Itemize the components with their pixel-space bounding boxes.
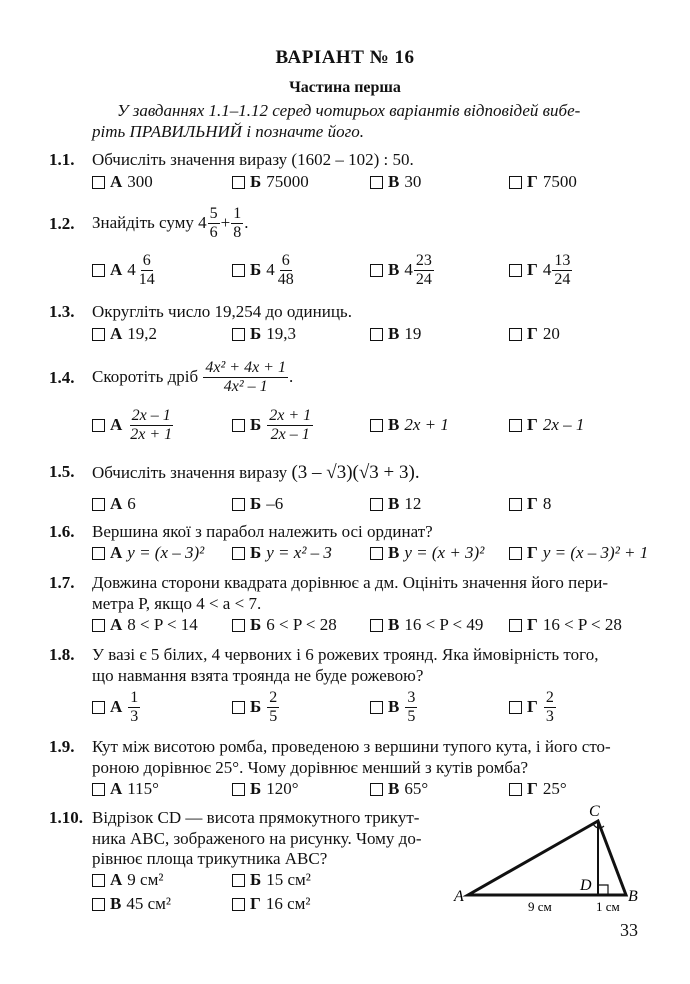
q3-number: 1.3.: [49, 302, 75, 321]
numerator: 6: [142, 251, 151, 269]
option-value: 19: [404, 324, 422, 343]
checkbox[interactable]: [232, 874, 245, 887]
vertex-b-label: B: [628, 888, 638, 905]
checkbox[interactable]: [370, 498, 383, 511]
option-letter: Б: [250, 494, 262, 513]
option-whole: 4: [404, 260, 413, 279]
denominator: 6: [209, 223, 218, 241]
checkbox[interactable]: [232, 701, 245, 714]
numerator: 13: [554, 251, 571, 269]
q8-option-d[interactable]: [509, 686, 557, 728]
q3-option-d[interactable]: [509, 324, 560, 344]
checkbox[interactable]: [509, 619, 522, 632]
checkbox[interactable]: [92, 176, 105, 189]
q9-option-c[interactable]: [370, 779, 428, 799]
option-value: 75000: [266, 172, 309, 191]
option-fraction: [128, 689, 140, 725]
q7-text-line-1: Довжина сторони квадрата дорівнює a дм. Оцініть значення його пери-: [92, 573, 608, 592]
option-value: 12: [404, 494, 422, 513]
option-value: y = x² – 3: [266, 543, 332, 562]
q2-number: 1.2.: [49, 214, 75, 233]
checkbox[interactable]: [370, 619, 383, 632]
option-whole: 4: [266, 260, 275, 279]
option-letter: Г: [250, 894, 261, 913]
denominator: 8: [233, 223, 242, 241]
option-letter: Б: [250, 870, 262, 889]
q10-text-line-1: Відрізок CD — висота прямокутного трикут-: [92, 808, 420, 827]
q6-number: 1.6.: [49, 522, 75, 541]
q7-option-d[interactable]: [509, 615, 622, 635]
q2-fraction-2: [231, 205, 243, 241]
q4-text: Скоротіть дріб: [92, 367, 199, 386]
option-letter: Б: [250, 260, 262, 279]
vertex-d-label: D: [580, 877, 592, 894]
q4-option-a[interactable]: [92, 404, 175, 446]
option-value: 2x + 1: [404, 415, 449, 434]
checkbox[interactable]: [370, 547, 383, 560]
q7-text-line-2: метра P, якщо 4 < a < 7.: [92, 594, 262, 613]
numerator: 2: [269, 688, 278, 706]
option-letter: В: [388, 615, 400, 634]
q9-option-b[interactable]: [232, 779, 299, 799]
option-letter: Б: [250, 172, 262, 191]
q10-option-b[interactable]: [232, 870, 311, 890]
option-letter: Г: [527, 494, 538, 513]
option-letter: Б: [250, 543, 262, 562]
option-value: 65°: [404, 779, 429, 798]
option-fraction: [552, 252, 572, 288]
option-letter: В: [388, 172, 400, 191]
option-value: 9 см²: [127, 870, 164, 889]
denominator: 14: [138, 270, 155, 288]
denominator: 5: [269, 707, 278, 725]
q2-option-c[interactable]: [370, 250, 435, 290]
checkbox[interactable]: [92, 701, 105, 714]
option-letter: А: [110, 697, 123, 716]
q7-number: 1.7.: [49, 573, 75, 592]
option-value: 115°: [127, 779, 159, 798]
option-letter: Г: [527, 615, 538, 634]
q5-option-b[interactable]: [232, 494, 283, 514]
q8-text-line-2: що навмання взята троянда не буде рожевою?: [92, 666, 424, 685]
option-value: 19,3: [266, 324, 296, 343]
option-value: –6: [266, 494, 284, 513]
checkbox[interactable]: [370, 701, 383, 714]
q6-option-c[interactable]: [370, 543, 484, 563]
checkbox[interactable]: [509, 783, 522, 796]
option-letter: Г: [527, 260, 538, 279]
segment-ad-label: 9 см: [528, 899, 552, 914]
checkbox[interactable]: [92, 419, 105, 432]
page-number: 33: [620, 920, 638, 940]
option-letter: Г: [527, 172, 538, 191]
option-value: 20: [542, 324, 560, 343]
checkbox[interactable]: [509, 547, 522, 560]
checkbox[interactable]: [509, 264, 522, 277]
option-value: y = (x – 3)²: [127, 543, 205, 562]
denominator: 48: [277, 270, 294, 288]
q3-option-a[interactable]: [92, 324, 157, 344]
option-letter: А: [110, 172, 123, 191]
q8-option-a[interactable]: [92, 686, 141, 728]
option-letter: А: [110, 494, 123, 513]
checkbox[interactable]: [232, 783, 245, 796]
option-letter: В: [388, 324, 400, 343]
option-letter: В: [388, 543, 400, 562]
q4-period: .: [288, 367, 294, 386]
option-fraction: [544, 689, 556, 725]
q9-text-line-2: роною дорівнює 25°. Чому дорівнює менший з кутів ромба?: [92, 758, 529, 777]
option-letter: Г: [527, 324, 538, 343]
option-letter: В: [110, 894, 122, 913]
option-value: y = (x + 3)²: [404, 543, 485, 562]
option-whole: 4: [127, 260, 136, 279]
q2-text: Знайдіть суму: [92, 213, 194, 232]
option-letter: А: [110, 324, 123, 343]
option-value: 16 см²: [265, 894, 311, 913]
option-letter: Г: [527, 543, 538, 562]
q2-fraction-1: [208, 205, 220, 241]
numerator: 3: [407, 688, 416, 706]
option-value: 8: [542, 494, 552, 513]
checkbox[interactable]: [509, 328, 522, 341]
numerator: 5: [209, 204, 218, 222]
q1-option-d[interactable]: [509, 172, 577, 192]
q2-whole: 4: [198, 213, 207, 232]
q7-option-a[interactable]: [92, 615, 198, 635]
denominator: 2x + 1: [130, 425, 173, 443]
q2-plus: +: [220, 213, 231, 232]
q9-option-a[interactable]: [92, 779, 159, 799]
denominator: 4x² – 1: [223, 377, 268, 395]
q5-number: 1.5.: [49, 462, 75, 481]
option-letter: Б: [250, 779, 262, 798]
option-fraction: [267, 689, 279, 725]
part-title: Частина перша: [289, 79, 401, 96]
q7-option-c[interactable]: [370, 615, 483, 635]
checkbox[interactable]: [92, 874, 105, 887]
q4-number: 1.4.: [49, 368, 75, 387]
q5-option-a[interactable]: [92, 494, 136, 514]
q2-option-b[interactable]: [232, 250, 297, 290]
option-value: 19,2: [127, 324, 158, 343]
numerator: 2: [545, 688, 554, 706]
option-value: 30: [404, 172, 422, 191]
checkbox[interactable]: [232, 619, 245, 632]
option-letter: Г: [527, 415, 538, 434]
option-fraction: [128, 407, 174, 443]
option-letter: А: [110, 415, 123, 434]
checkbox[interactable]: [232, 547, 245, 560]
q2-option-a[interactable]: [92, 250, 158, 290]
q6-option-a[interactable]: [92, 543, 204, 563]
q9-number: 1.9.: [49, 737, 75, 756]
q5-line: [92, 462, 420, 484]
option-value: 8 < P < 14: [127, 615, 198, 634]
denominator: 5: [407, 707, 416, 725]
numerator: 1: [130, 688, 139, 706]
denominator: 3: [545, 707, 554, 725]
option-fraction: [267, 407, 313, 443]
vertex-c-label: C: [589, 803, 600, 820]
checkbox[interactable]: [92, 898, 105, 911]
option-whole: 4: [542, 260, 552, 279]
instruction-line-1: У завданнях 1.1–1.12 серед чотирьох варіантів відповідей вибе-: [117, 101, 581, 120]
q6-option-b[interactable]: [232, 543, 332, 563]
option-value: 15 см²: [266, 870, 311, 889]
q9-option-d[interactable]: [509, 779, 567, 799]
q8-option-b[interactable]: [232, 686, 280, 728]
checkbox[interactable]: [370, 176, 383, 189]
option-value: 6: [127, 494, 136, 513]
q6-option-d[interactable]: [509, 543, 648, 563]
option-letter: Б: [250, 615, 262, 634]
q9-text-line-1: Кут між висотою ромба, проведеною з вершини тупого кута, і його сто-: [92, 737, 611, 756]
q5-text: Обчисліть значення виразу: [92, 463, 288, 482]
checkbox[interactable]: [92, 498, 105, 511]
checkbox[interactable]: [232, 264, 245, 277]
option-letter: А: [110, 870, 123, 889]
q1-number: 1.1.: [49, 150, 75, 169]
numerator: 1: [233, 204, 242, 222]
checkbox[interactable]: [370, 328, 383, 341]
option-letter: А: [110, 615, 123, 634]
segment-db-label: 1 см: [596, 899, 620, 914]
checkbox[interactable]: [92, 328, 105, 341]
option-letter: Г: [527, 697, 538, 716]
q10-option-c[interactable]: [92, 894, 171, 914]
denominator: 2x – 1: [270, 425, 310, 443]
checkbox[interactable]: [370, 419, 383, 432]
option-value: 2x – 1: [542, 415, 585, 434]
q4-line: [92, 356, 293, 398]
numerator: 2x – 1: [131, 406, 171, 424]
q5-expression: (3 – √3)(√3 + 3).: [291, 462, 420, 483]
q6-text: Вершина якої з парабол належить осі ординат?: [92, 522, 433, 541]
option-letter: Б: [250, 324, 262, 343]
q2-line: [92, 203, 249, 243]
option-letter: В: [388, 697, 400, 716]
option-letter: В: [388, 779, 400, 798]
checkbox[interactable]: [92, 547, 105, 560]
q1-option-c[interactable]: [370, 172, 421, 192]
denominator: 24: [415, 270, 432, 288]
checkbox[interactable]: [370, 783, 383, 796]
option-value: 16 < P < 49: [404, 615, 484, 634]
q1-text: Обчисліть значення виразу (1602 – 102) : 50.: [92, 150, 414, 169]
numerator: 4x² + 4x + 1: [205, 358, 286, 376]
checkbox[interactable]: [92, 264, 105, 277]
option-fraction: [414, 252, 434, 288]
numerator: 23: [415, 251, 432, 269]
checkbox[interactable]: [232, 328, 245, 341]
checkbox[interactable]: [92, 619, 105, 632]
option-letter: В: [388, 260, 400, 279]
checkbox[interactable]: [370, 264, 383, 277]
option-value: 16 < P < 28: [542, 615, 622, 634]
q8-text-line-1: У вазі є 5 білих, 4 червоних і 6 рожевих троянд. Яка ймовірність того,: [92, 645, 599, 664]
option-fraction: [137, 252, 157, 288]
q10-option-a[interactable]: [92, 870, 163, 890]
q10-number: 1.10.: [49, 808, 83, 827]
triangle-abc: [468, 821, 626, 895]
option-letter: Г: [527, 779, 538, 798]
checkbox[interactable]: [509, 701, 522, 714]
q8-number: 1.8.: [49, 645, 75, 664]
checkbox[interactable]: [92, 783, 105, 796]
numerator: 2x + 1: [269, 406, 312, 424]
option-letter: В: [388, 494, 400, 513]
denominator: 24: [554, 270, 571, 288]
q5-option-c[interactable]: [370, 494, 421, 514]
q4-fraction: [203, 359, 288, 395]
option-fraction: [276, 252, 296, 288]
checkbox[interactable]: [509, 176, 522, 189]
q7-option-b[interactable]: [232, 615, 337, 635]
q4-option-d[interactable]: [509, 404, 584, 446]
option-value: 25°: [542, 779, 567, 798]
q1-option-b[interactable]: [232, 172, 309, 192]
option-letter: Б: [250, 697, 262, 716]
checkbox[interactable]: [232, 498, 245, 511]
option-letter: В: [388, 415, 400, 434]
option-value: 7500: [542, 172, 577, 191]
q8-option-c[interactable]: [370, 686, 418, 728]
q2-period: .: [244, 213, 249, 232]
triangle-figure: [450, 800, 650, 915]
q3-option-b[interactable]: [232, 324, 296, 344]
numerator: 6: [281, 251, 290, 269]
q4-option-b[interactable]: [232, 404, 314, 446]
q2-option-d[interactable]: [509, 250, 573, 290]
q5-option-d[interactable]: [509, 494, 551, 514]
checkbox[interactable]: [509, 498, 522, 511]
option-fraction: [405, 689, 417, 725]
q4-option-c[interactable]: [370, 404, 449, 446]
q10-option-d[interactable]: [232, 894, 310, 914]
q10-text-line-3: рівнює площа трикутника ABC?: [92, 849, 328, 868]
option-value: 120°: [266, 779, 299, 798]
vertex-a-label: A: [454, 888, 464, 905]
checkbox[interactable]: [232, 898, 245, 911]
option-letter: А: [110, 779, 123, 798]
option-value: y = (x – 3)² + 1: [542, 543, 649, 562]
checkbox[interactable]: [232, 176, 245, 189]
option-value: 6 < P < 28: [266, 615, 337, 634]
option-letter: А: [110, 260, 123, 279]
checkbox[interactable]: [232, 419, 245, 432]
instruction-line-2: ріть ПРАВИЛЬНИЙ і позначте його.: [92, 122, 364, 141]
q3-text: Округліть число 19,254 до одиниць.: [92, 302, 352, 321]
option-value: 300: [127, 172, 153, 191]
option-letter: А: [110, 543, 123, 562]
checkbox[interactable]: [509, 419, 522, 432]
q10-text-line-2: ника ABC, зображеного на рисунку. Чому до-: [92, 829, 422, 848]
option-letter: Б: [250, 415, 262, 434]
variant-title: ВАРІАНТ № 16: [275, 47, 415, 68]
q3-option-c[interactable]: [370, 324, 421, 344]
q1-option-a[interactable]: [92, 172, 153, 192]
denominator: 3: [130, 707, 139, 725]
option-value: 45 см²: [126, 894, 171, 913]
